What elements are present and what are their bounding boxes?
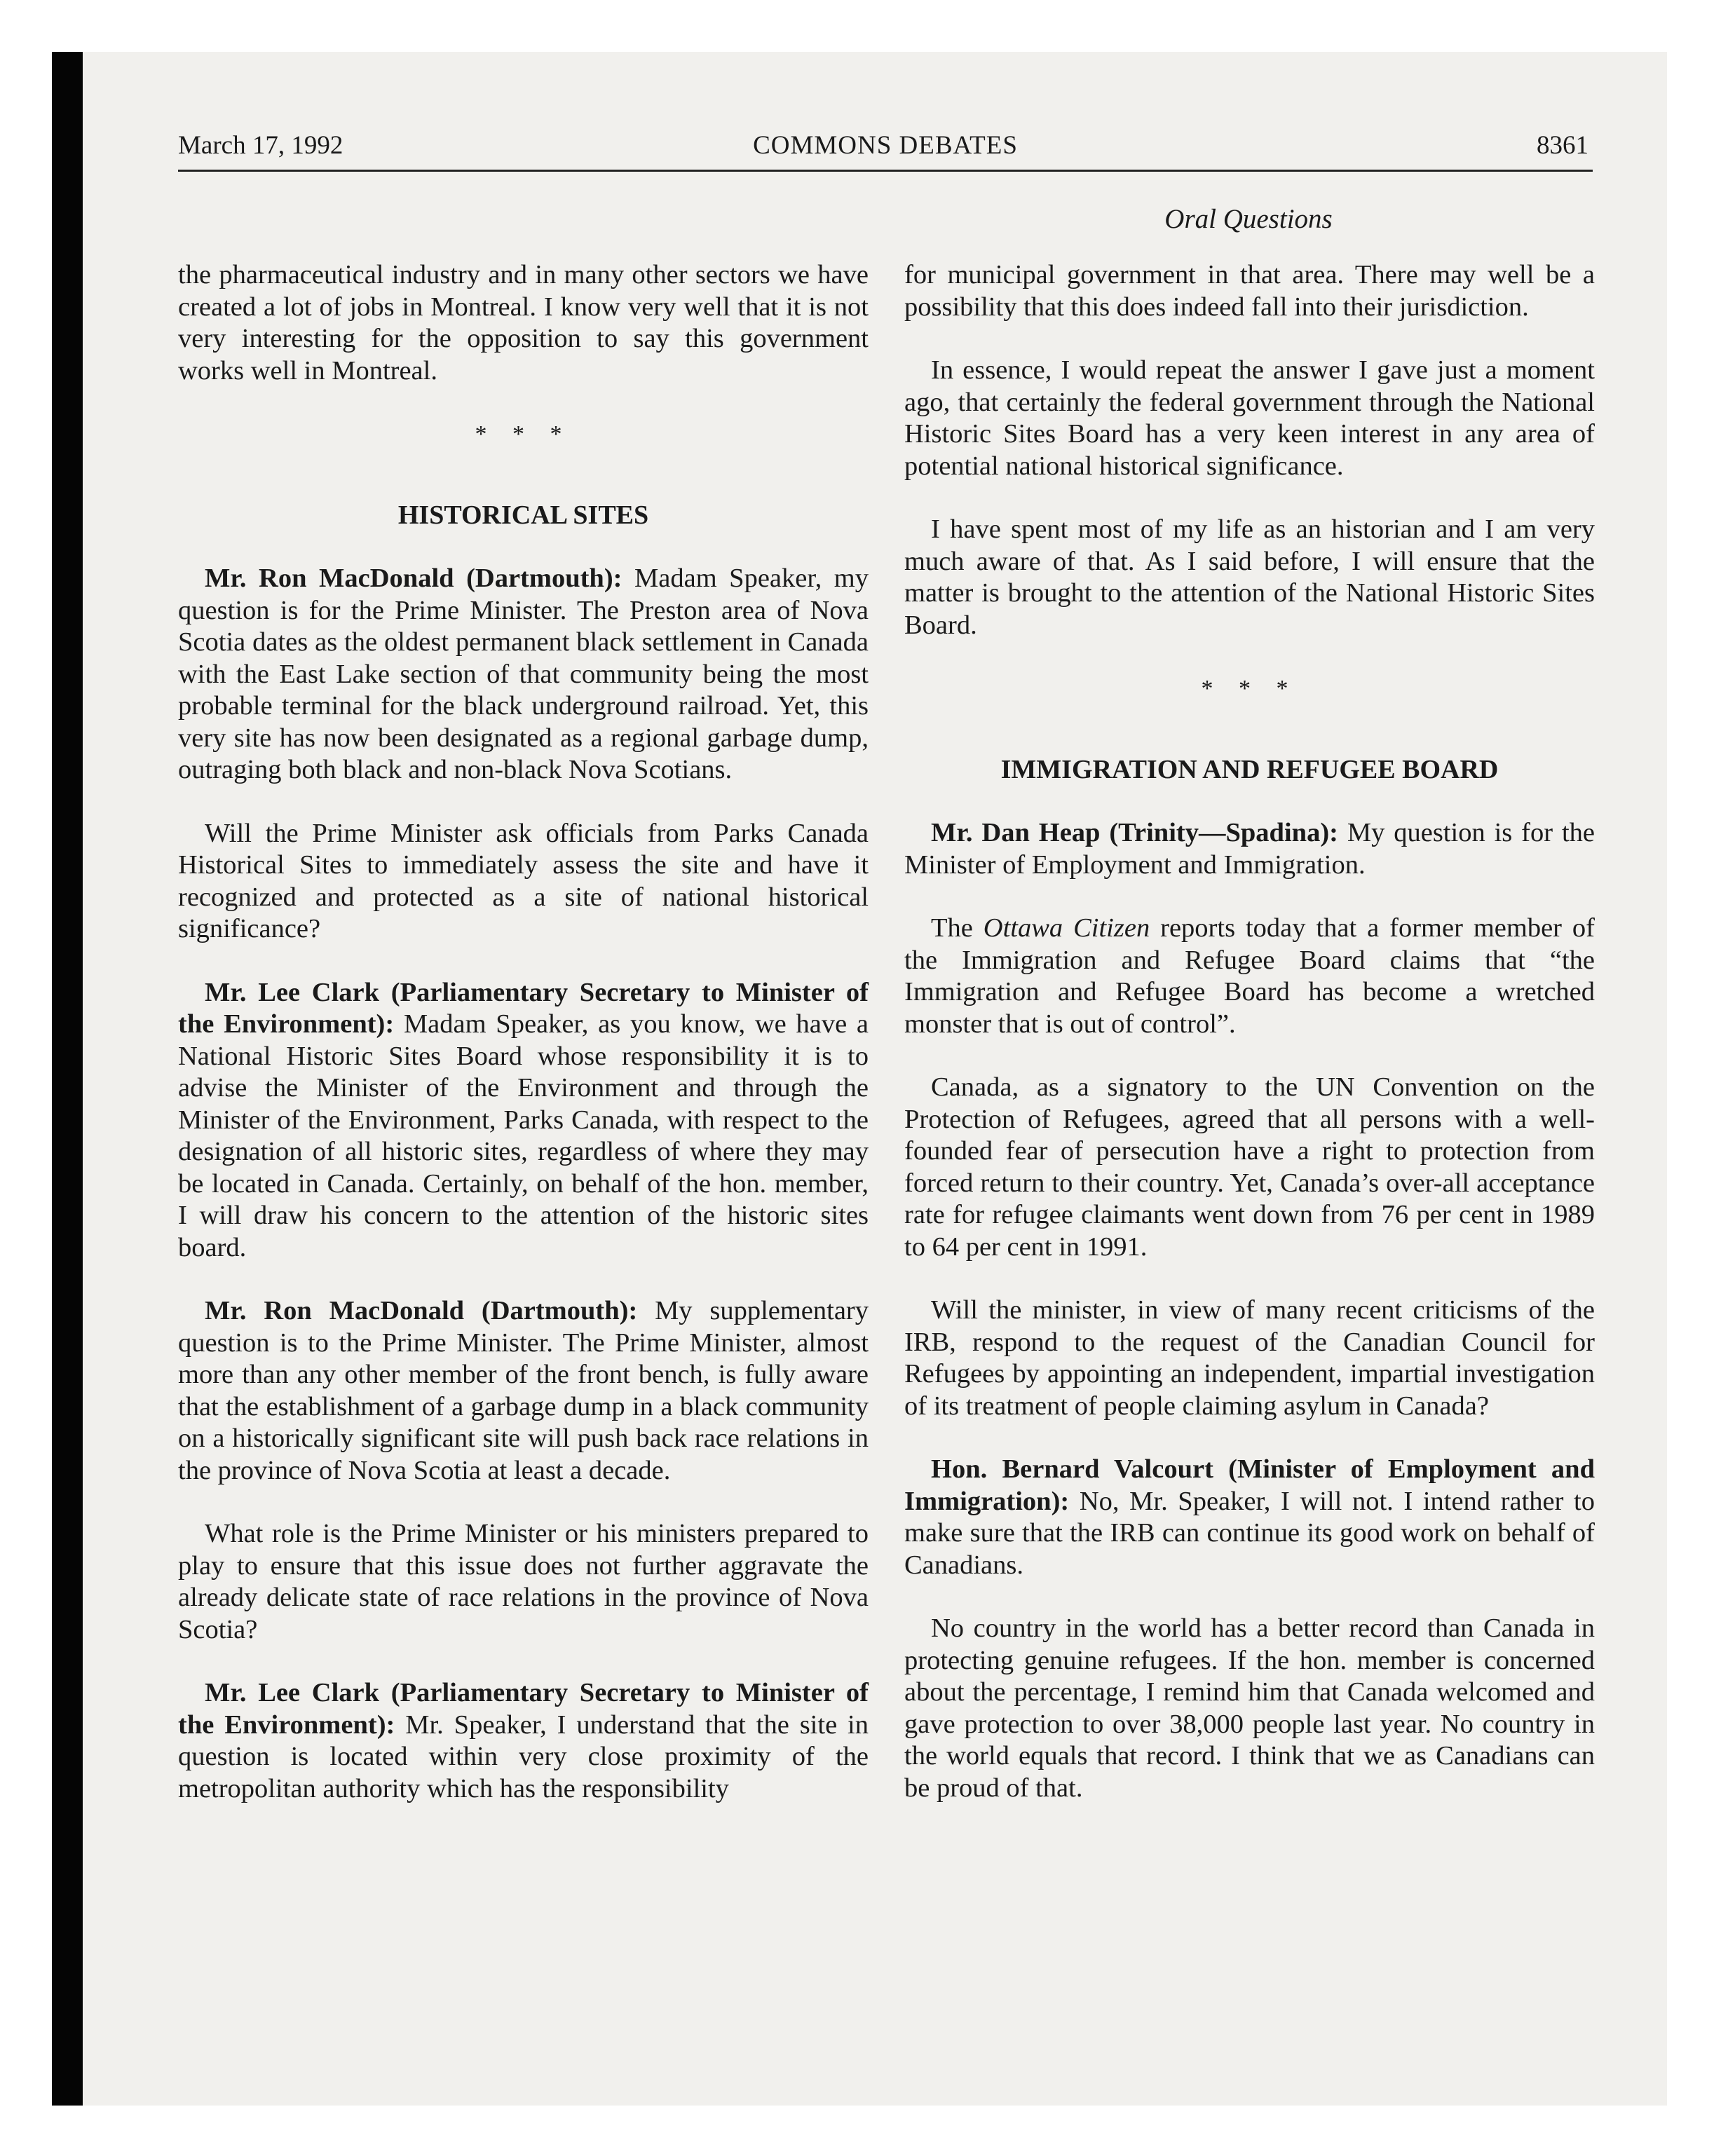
paragraph: No country in the world has a better record than Canada in protecting genuine refugees. If the hon. member is concerned about the percentage, I remind him that Canada welcomed and gave protection to over 38,000 people last year. No country in the world equals that record. I think that we as Canadians can be proud of that. — [904, 1613, 1595, 1803]
scan-edge — [52, 52, 83, 2106]
subject-heading: IMMIGRATION AND REFUGEE BOARD — [1000, 754, 1499, 784]
paragraph — [904, 913, 1595, 1040]
left-column — [178, 259, 869, 1805]
speech-text: No, Mr. Speaker, I will not. I intend rather to make sure that the IRB can continue its good work on behalf of Canadians. — [904, 1486, 1595, 1580]
speech-text: My question is for the Minister of Employment and Immigration. — [904, 818, 1595, 880]
speaker-name: Mr. Ron MacDonald (Dartmouth): — [205, 564, 622, 593]
paragraph — [178, 1677, 869, 1805]
page-number: 8361 — [1537, 131, 1588, 160]
subject-heading: HISTORICAL SITES — [397, 500, 649, 530]
section-heading: Oral Questions — [1164, 204, 1333, 234]
paragraph: I have spent most of my life as an historian and I am very much aware of that. As I said before, I will ensure that the matter is brought to the attention of the National Historic Sites Board. — [904, 514, 1595, 640]
newspaper-title: Ottawa Citizen — [983, 913, 1150, 943]
speaker-name: Mr. Dan Heap (Trinity—Spadina): — [931, 818, 1338, 847]
header-date: March 17, 1992 — [178, 131, 343, 160]
paragraph — [178, 563, 869, 786]
running-header — [178, 128, 1593, 172]
speech-text: The — [931, 913, 984, 943]
paragraph: What role is the Prime Minister or his ministers prepared to play to ensure that this issue does not further aggravate the already delicate state of race relations in the province of Nova Scotia? — [178, 1519, 869, 1644]
speech-text: Mr. Speaker, I understand that the site in question is located within very close proximity of the metropolitan authority which has the responsibility — [178, 1710, 869, 1803]
speaker-name: Mr. Lee Clark (Parliamentary Secretary to Minister of the Environment): — [178, 977, 869, 1039]
paragraph: for municipal government in that area. There may well be a possibility that this does indeed fall into their jurisdiction. — [904, 260, 1595, 322]
speaker-name: Hon. Bernard Valcourt (Minister of Employment and Immigration): — [904, 1454, 1595, 1516]
header-title: COMMONS DEBATES — [753, 131, 1018, 160]
speaker-name: Mr. Lee Clark (Parliamentary Secretary to Minister of the Environment): — [178, 1678, 869, 1740]
paragraph — [904, 1454, 1595, 1581]
speech-text: My supplementary question is to the Prime Minister. The Prime Minister, almost more than any other member of the front bench, is fully aware that the establishment of a garbage dump in a black community on a historically significant site will push back race relations in the province of Nova Scotia at least a decade. — [178, 1296, 869, 1485]
speech-text: reports today that a former member of the Immigration and Refugee Board claims that “the Immigration and Refugee Board has become a wretched monster that is out of control”. — [904, 913, 1595, 1039]
speech-text: Madam Speaker, my question is for the Prime Minister. The Preston area of Nova Scotia dates as the oldest permanent black settlement in Canada with the East Lake section of that community being the most probable terminal for the black underground railroad. Yet, this very site has now been designated as a regional garbage dump, outraging both black and non-black Nova Scotians. — [178, 564, 869, 784]
speaker-name: Mr. Ron MacDonald (Dartmouth): — [205, 1296, 638, 1325]
paragraph — [178, 1295, 869, 1487]
paragraph: Will the minister, in view of many recent criticisms of the IRB, respond to the request of the Canadian Council for Refugees by appointing an independent, impartial investigation of its treatment of people claiming asylum in Canada? — [904, 1295, 1595, 1421]
speech-text: Madam Speaker, as you know, we have a National Historic Sites Board whose responsibility it is to advise the Minister of the Environment and through the Minister of the Environment, Parks Canada, with respect to the designation of all historic sites, regardless of where they may be located in Canada. Certainly, on behalf of the hon. member, I will draw his concern to the attention of the historic sites board. — [178, 1009, 869, 1262]
section-separator: * * * — [1201, 676, 1298, 702]
paragraph: In essence, I would repeat the answer I gave just a moment ago, that certainly the federal government through the National Historic Sites Board has a very keen interest in any area of potential national historical significance. — [904, 355, 1595, 481]
right-column — [904, 259, 1595, 1804]
paragraph: Canada, as a signatory to the UN Convention on the Protection of Refugees, agreed that all persons with a well-founded fear of persecution have a right to protection from forced return to their country. Yet, Canada’s over-all acceptance rate for refugee claimants went down from 76 per cent in 1989 to 64 per cent in 1991. — [904, 1072, 1595, 1262]
paragraph — [178, 977, 869, 1264]
paragraph: Will the Prime Minister ask officials from Parks Canada Historical Sites to immediately assess the site and have it recognized and protected as a site of national historical significance? — [178, 818, 869, 943]
section-separator: * * * — [475, 421, 572, 447]
paragraph: the pharmaceutical industry and in many other sectors we have created a lot of jobs in Montreal. I know very well that it is not very interesting for the opposition to say this government works well in Montreal. — [178, 260, 869, 386]
paragraph — [904, 817, 1595, 881]
